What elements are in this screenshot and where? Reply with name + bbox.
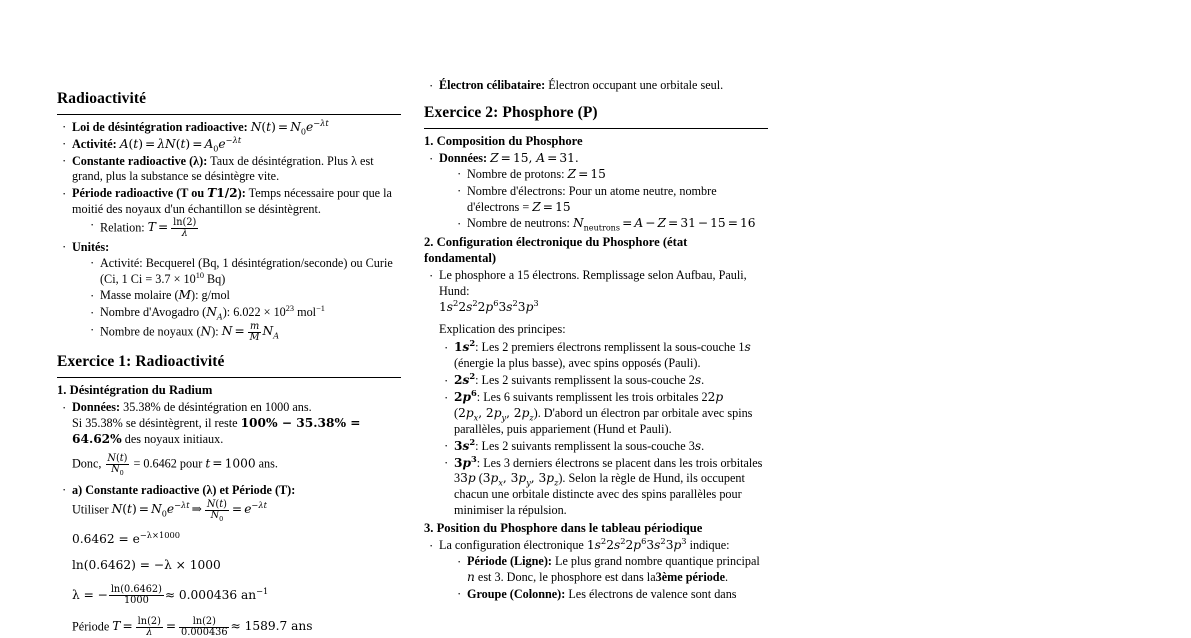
p2p-orbital-2p: 2p [707,390,724,405]
donc-equation-line [72,454,401,475]
avogadro-symbol: $N_A$ [206,305,223,322]
principes-list [444,340,768,518]
activite-formula: $A(t) = \lambda N(t) = A_0e^{-\lambda t}$ [119,134,242,154]
p2s-orbital-s: s [694,373,702,388]
list-item-protons [457,167,768,183]
list-item-neutrons [457,216,768,232]
donc-ratio: $\frac{N(t)}{N_0}$ [107,452,128,477]
config-post: indique: [689,538,730,553]
periode-ligne-text-b: est 3. Donc, le phosphore est dans la [477,570,656,585]
periode-label: Période radioactive (T ou T1/2): [72,186,246,201]
configuration-formula: $1s^22s^22p^63s^23p^3$ [439,297,539,314]
list-item-3p3 [444,453,768,519]
p3p-tail3: ). Selon la règle de Hund, ils occupent chacun une orbitale distincte avec des spins parallèles pour minimiser la répulsion. [454,471,745,518]
orbital-1s2: $1s^2$ [454,338,476,355]
avogadro-post: ): 6.022 × 10 [222,305,286,320]
list-item-groupe-colonne [457,587,768,603]
p3p-tail: : Les 3 derniers électrons se placent dans les trois orbitales 3 [454,455,763,486]
list-item-configuration-indique [429,538,768,602]
noyaux-pre: Nombre de noyaux ( [100,324,201,339]
exercise1-list [62,400,401,448]
donc-mid: = 0.6462 pour [133,456,203,471]
orbital-2s2: $2s^2$ [454,371,476,388]
list-item-nombre-noyaux [90,322,401,343]
periode-end: . [725,570,729,585]
donnees-phosphore-values: Z = 15, A = 31. [490,151,579,166]
exercise2-subheading-1: 1. Composition du Phosphore [424,133,583,148]
noyaux-formula: N = $\frac{m}{M}$ $N_A$ [221,321,279,344]
phosphore-text: Le phosphore a 15 électrons. Remplissage selon Aufbau, Pauli, Hund: [439,268,747,298]
periode-n-symbol: n [467,570,475,585]
part-a-label: a) Constante radioactive (λ) et Période (T): [72,482,296,497]
p3p-orbital-list: $3p_x$, $3p_y$, $3p_z$ [482,471,559,488]
list-item-electron-celibataire [429,78,768,94]
periode-sublist [90,218,401,239]
loi-formula: $N(t) = N_0e^{-\lambda t}$ [250,117,329,137]
groupe-colonne-label: Groupe (Colonne): [467,586,566,601]
noyaux-symbol: N [200,324,212,339]
masse-molaire-post: ): g/mol [191,288,230,303]
radioactivite-list [62,117,401,344]
composition-sublist [457,167,768,232]
p1s-orbital-s: s [744,340,751,355]
exercise2-subheading-3: 3. Position du Phosphore dans le tableau périodique [424,520,703,535]
groupe-colonne-text: Les électrons de valence sont dans [568,586,737,601]
p3s-tail: : Les 2 suivants remplissent la sous-couche 3 [475,438,695,453]
exercise1-heading: Exercice 1: Radioactivité [57,353,401,378]
list-item-masse-molaire [90,288,401,304]
list-item-2p6 [444,390,768,438]
celibataire-list [429,78,768,94]
electrons-text: Nombre d'électrons: Pour un atome neutre, nombre d'électrons = [467,183,717,214]
p3p-orbital-3p: 3p [460,471,476,486]
donc-pre: Donc, [72,456,102,471]
p2s-tail2: . [701,373,705,388]
equation-4-pre: Période [72,619,110,634]
p1s-tail2: (énergie la plus basse), avec spins opposés (Pauli). [454,356,701,371]
position-list [429,538,768,602]
p1s-tail: : Les 2 premiers électrons remplissent la sous-couche 1 [475,340,745,355]
periode-ligne-label: Période (Ligne): [467,554,552,569]
page-title-radioactivite: Radioactivité [57,90,401,115]
exercise1-subheading-1: 1. Désintégration du Radium [57,382,213,397]
unite-activite-text: Activité: Becquerel (Bq, 1 désintégration/seconde) ou Curie (Ci, 1 Ci = 3.7 × 10 [100,255,393,286]
composition-list [429,151,768,232]
list-item-1s2 [444,340,768,372]
list-item-electrons [457,184,768,216]
si-tail: des noyaux initiaux. [124,431,224,446]
equation-3-text: λ = − $\frac{\ln(0.6462)}{1000}$ ≈ 0.000436 $an^{-1}$ [72,584,269,607]
protons-text: Nombre de protons: [467,166,565,181]
si-line: Si 35.38% se désintègrent, il reste [72,416,238,431]
donc-tail: ans. [258,456,278,471]
position-sublist [457,554,768,603]
explication-principes: Explication des principes: [439,321,566,336]
neutrons-text: Nombre de neutrons: [467,216,570,231]
unites-label: Unités: [72,239,110,254]
p2p-tail: : Les 6 suivants remplissent les trois orbitales 2 [476,390,708,405]
right-column [424,0,768,626]
celibataire-text: Électron occupant une orbitale seul. [548,78,724,92]
orbital-3p3: $3p^3$ [454,453,477,470]
si-value-b: 64.62% [72,431,122,446]
celibataire-label: Électron célibataire: [439,78,546,92]
p3s-orbital-s: s [694,438,702,453]
unite-activite-exponent: 10 [195,270,204,280]
equation-2-text: ln(0.6462) = −λ × 1000 [72,558,221,573]
list-item-donnees-phosphore [429,151,768,232]
equation-3 [72,585,401,606]
donnees-label: Données: [72,400,121,415]
loi-label: Loi de désintégration radioactive: [72,119,248,134]
relation-formula: T = $\frac{\ln(2)}{\lambda}$ [147,216,197,239]
avogadro-exponent: 23 [285,304,295,314]
orbital-3s2: $3s^2$ [454,436,476,453]
exercise1-part-a-list [62,483,401,499]
noyaux-post: ): [211,324,222,339]
configuration-list [429,268,768,316]
periode-bold: 3ème période [655,570,725,585]
protons-value: Z = 15 [567,166,606,181]
utiliser-formula: $N(t) = N_0e^{-\lambda t}$ ⇒ $\frac{N(t)}{N_0}$ = $e^{-\lambda t}$ [111,498,267,523]
equation-1-text: $0.6462 = e^{-\lambda\times 1000}$ [72,529,181,546]
list-item-phosphore-electrons [429,268,768,316]
list-item-periode-ligne [457,554,768,586]
utiliser-pre: Utiliser [72,501,109,516]
config-pre: La configuration électronique [439,538,584,553]
list-item-part-a [62,483,401,499]
list-item-loi-desintegration [62,117,401,137]
unites-sublist [90,256,401,343]
p3p-tail2: ( [475,471,483,486]
p3s-tail2: . [701,438,705,453]
avogadro-unit-exponent: −1 [316,304,325,314]
p2p-tail3: ). D'abord un électron par orbitale avec spins parallèles, puis appariement (Hund et Pauli). [454,405,753,436]
donc-t: t = 1000 [205,456,256,471]
list-item-constante-radioactive [62,154,401,186]
avogadro-unit: mol [294,305,317,320]
donnees-text: 35.38% de désintégration en 1000 ans. [123,400,312,415]
list-item-activite [62,134,401,154]
equation-utiliser [72,500,401,521]
list-item-relation [90,218,401,239]
donnees-phosphore-label: Données: [439,151,488,166]
periode-text: Temps nécessaire pour que la moitié des noyaux d'un échantillon se désintègrent. [72,186,392,217]
list-item-unite-activite [90,256,401,288]
relation-label: Relation: [100,220,145,235]
p2p-orbital-list: $2p_x$, $2p_y$, $2p_z$ [458,405,534,423]
list-item-3s2 [444,436,768,455]
unite-activite-tail: Bq) [203,271,226,286]
config-formula: $1s^22s^22p^63s^23p^3$ [586,536,687,553]
periode-ligne-text-a: Le plus grand nombre quantique principal [555,554,760,569]
equation-1 [72,529,401,548]
constante-text: Taux de désintégration. Plus λ est grand, plus la substance se désintègre vite. [72,153,374,184]
neutrons-value: $N_{neutrons} = A - Z = 31 - 15 = 16$ [572,216,756,233]
exercise2-heading: Exercice 2: Phosphore (P) [424,104,768,129]
p2p-tail2: ( [454,405,459,420]
electrons-value: Z = 15 [532,199,571,214]
list-item-unites [62,240,401,343]
activite-label: Activité: [72,136,117,151]
list-item-periode-radioactive [62,186,401,239]
equation-4-text: T = $\frac{\ln(2)}{\lambda}$ = $\frac{\ln(2)}{0.000436}$ ≈ 1589.7 ans [112,616,313,638]
avogadro-pre: Nombre d'Avogadro ( [100,305,207,320]
sub2-line2: fondamental) [424,250,497,265]
equation-4 [72,617,401,638]
p2s-tail: : Les 2 suivants remplissent la sous-couche 2 [475,373,695,388]
masse-molaire-symbol: M [178,288,192,303]
si-value-a: 100% − 35.38% = [240,416,361,431]
exercise2-subheading-2 [424,235,768,266]
equation-2 [72,558,401,574]
list-item-2s2 [444,373,768,389]
constante-label: Constante radioactive (λ): [72,153,208,168]
left-column [57,0,401,638]
masse-molaire-pre: Masse molaire ( [100,288,179,303]
orbital-2p6: $2p^6$ [454,388,477,405]
sub2-line1: 2. Configuration électronique du Phosphore (état [424,235,688,250]
list-item-avogadro [90,305,401,321]
list-item-donnees-radium [62,400,401,448]
